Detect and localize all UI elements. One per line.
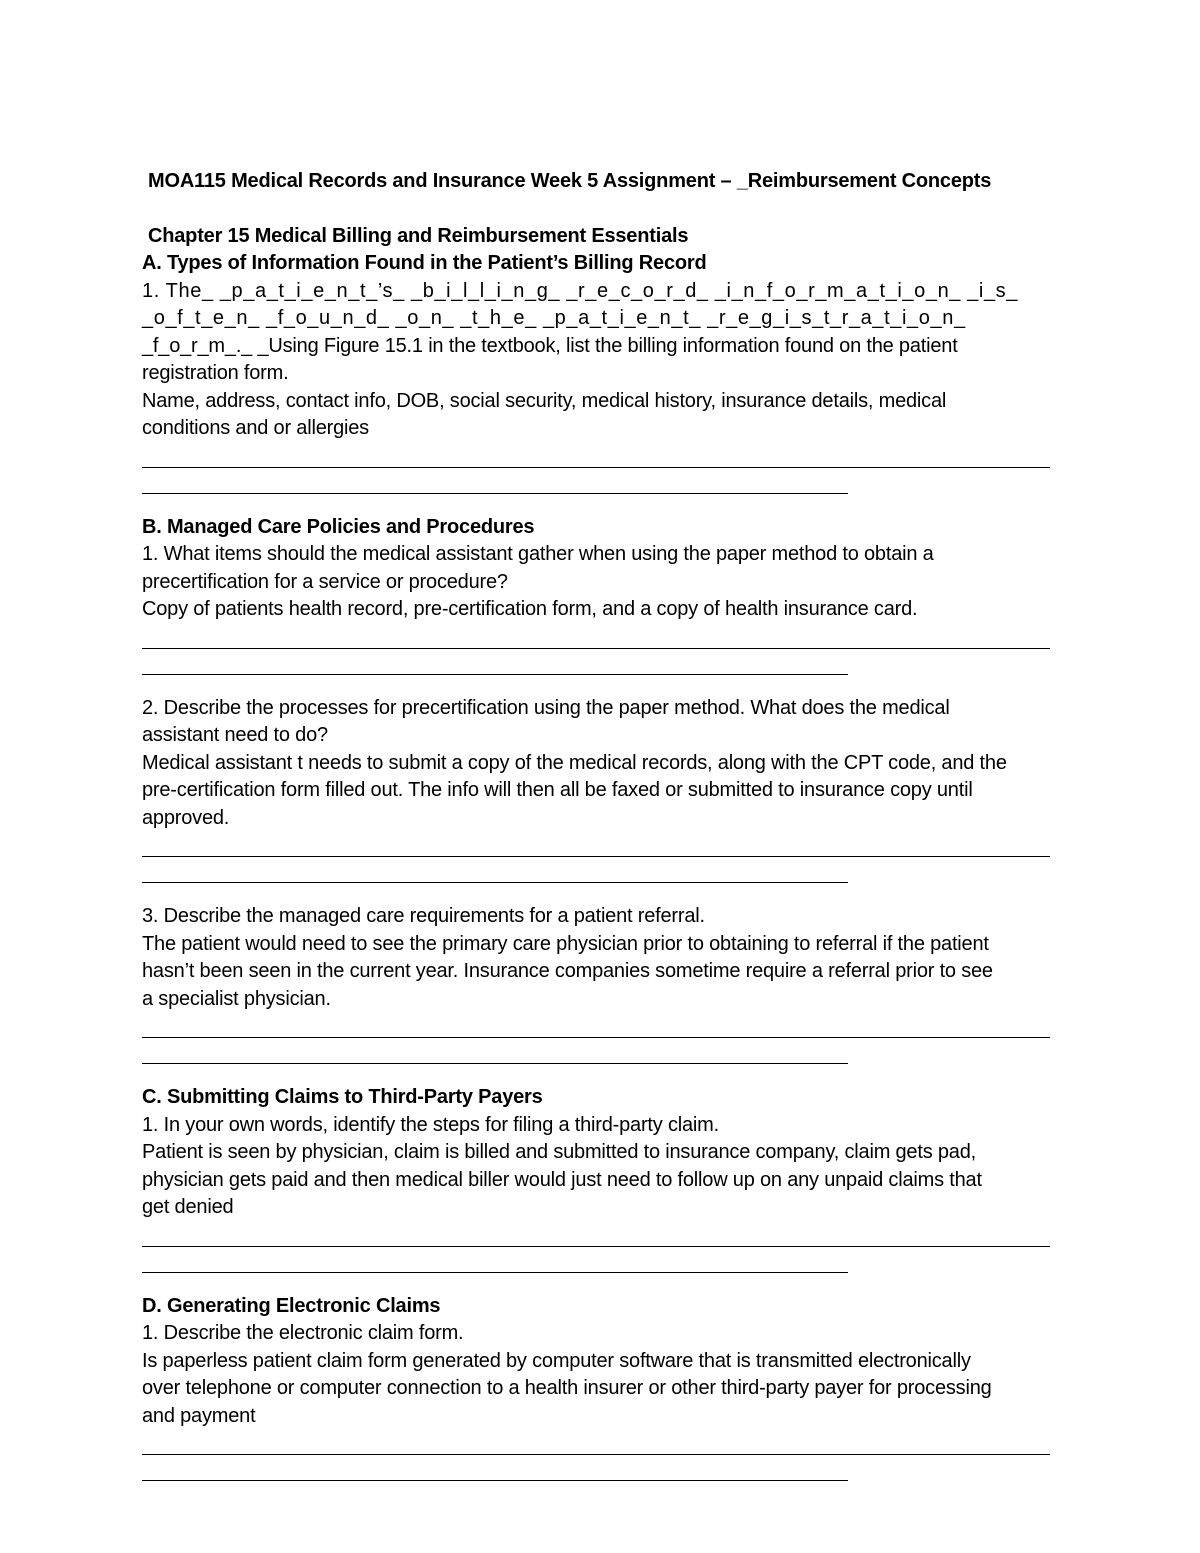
answer-line [142, 1454, 1050, 1455]
section-a-answer-1: conditions and or allergies [142, 417, 369, 439]
section-b-answer-2: approved. [142, 806, 230, 829]
section-a-question-1: registration form. [142, 362, 289, 384]
section-c-answer-1: get denied [142, 1196, 234, 1218]
answer-line [142, 856, 1050, 857]
answer-line [142, 1246, 1050, 1247]
section-b-answer-3: The patient would need to see the primary care physician prior to obtaining to referral if the patient [142, 932, 989, 955]
section-d-answer-1: and payment [142, 1404, 256, 1427]
section-b-answer-3: hasn’t been seen in the current year. Insurance companies sometime require a referral prior to see [142, 960, 993, 982]
section-c-question-1: 1. In your own words, identify the steps for filing a third-party claim. [142, 1113, 719, 1136]
section-c-answer-1: physician gets paid and then medical biller would just need to follow up on any unpaid claims that [142, 1168, 982, 1191]
section-a-heading: A. Types of Information Found in the Patient’s Billing Record [142, 252, 707, 274]
answer-line [142, 467, 1050, 468]
section-a-answer-1: Name, address, contact info, DOB, social security, medical history, insurance details, medical [142, 389, 947, 412]
section-a-question-1: 1. The_ _p_a_t_i_e_n_t_’s_ _b_i_l_l_i_n_g_ _r_e_c_o_r_d_ _i_n_f_o_r_m_a_t_i_o_n_ _i_s_ [142, 279, 1018, 302]
section-b-question-1: precertification for a service or procedure? [142, 570, 508, 593]
spacer [142, 1064, 1062, 1084]
document-title: MOA115 Medical Records and Insurance Week 5 Assignment – _Reimbursement Concepts [148, 170, 992, 192]
section-c-heading: C. Submitting Claims to Third-Party Payers [142, 1086, 543, 1108]
section-d-question-1: 1. Describe the electronic claim form. [142, 1322, 464, 1344]
spacer [142, 675, 1062, 695]
section-c-answer-1: Patient is seen by physician, claim is billed and submitted to insurance company, claim gets pad, [142, 1141, 976, 1163]
document-page [142, 168, 1062, 1481]
section-b-question-2: assistant need to do? [142, 724, 328, 746]
spacer [142, 1273, 1062, 1293]
spacer [142, 196, 1062, 223]
section-b-question-3: 3. Describe the managed care requirements for a patient referral. [142, 905, 705, 927]
chapter-heading: Chapter 15 Medical Billing and Reimbursement Essentials [148, 224, 689, 247]
section-b-question-1: 1. What items should the medical assistant gather when using the paper method to obtain a [142, 543, 934, 565]
section-b-answer-3: a specialist physician. [142, 987, 331, 1010]
section-b-answer-2: pre-certification form filled out. The info will then all be faxed or submitted to insurance copy until [142, 779, 973, 801]
spacer [142, 494, 1062, 514]
section-b-answer-2: Medical assistant t needs to submit a copy of the medical records, along with the CPT code, and the [142, 751, 1007, 774]
spacer [142, 883, 1062, 903]
answer-line [142, 1480, 848, 1481]
answer-line [142, 648, 1050, 649]
section-b-heading: B. Managed Care Policies and Procedures [142, 515, 535, 538]
section-a-question-1: _f_o_r_m_._ _Using Figure 15.1 in the textbook, list the billing information found on the patient [142, 334, 958, 357]
section-b-question-2: 2. Describe the processes for precertification using the paper method. What does the medical [142, 696, 950, 719]
section-d-answer-1: Is paperless patient claim form generated by computer software that is transmitted electronically [142, 1349, 971, 1372]
section-d-heading: D. Generating Electronic Claims [142, 1294, 441, 1317]
answer-line [142, 1037, 1050, 1038]
section-a-question-1: _o_f_t_e_n_ _f_o_u_n_d_ _o_n_ _t_h_e_ _p_a_t_i_e_n_t_ _r_e_g_i_s_t_r_a_t_i_o_n_ [142, 307, 966, 329]
section-b-answer-1: Copy of patients health record, pre-certification form, and a copy of health insurance card. [142, 598, 918, 620]
section-d-answer-1: over telephone or computer connection to a health insurer or other third-party payer for processing [142, 1377, 992, 1399]
